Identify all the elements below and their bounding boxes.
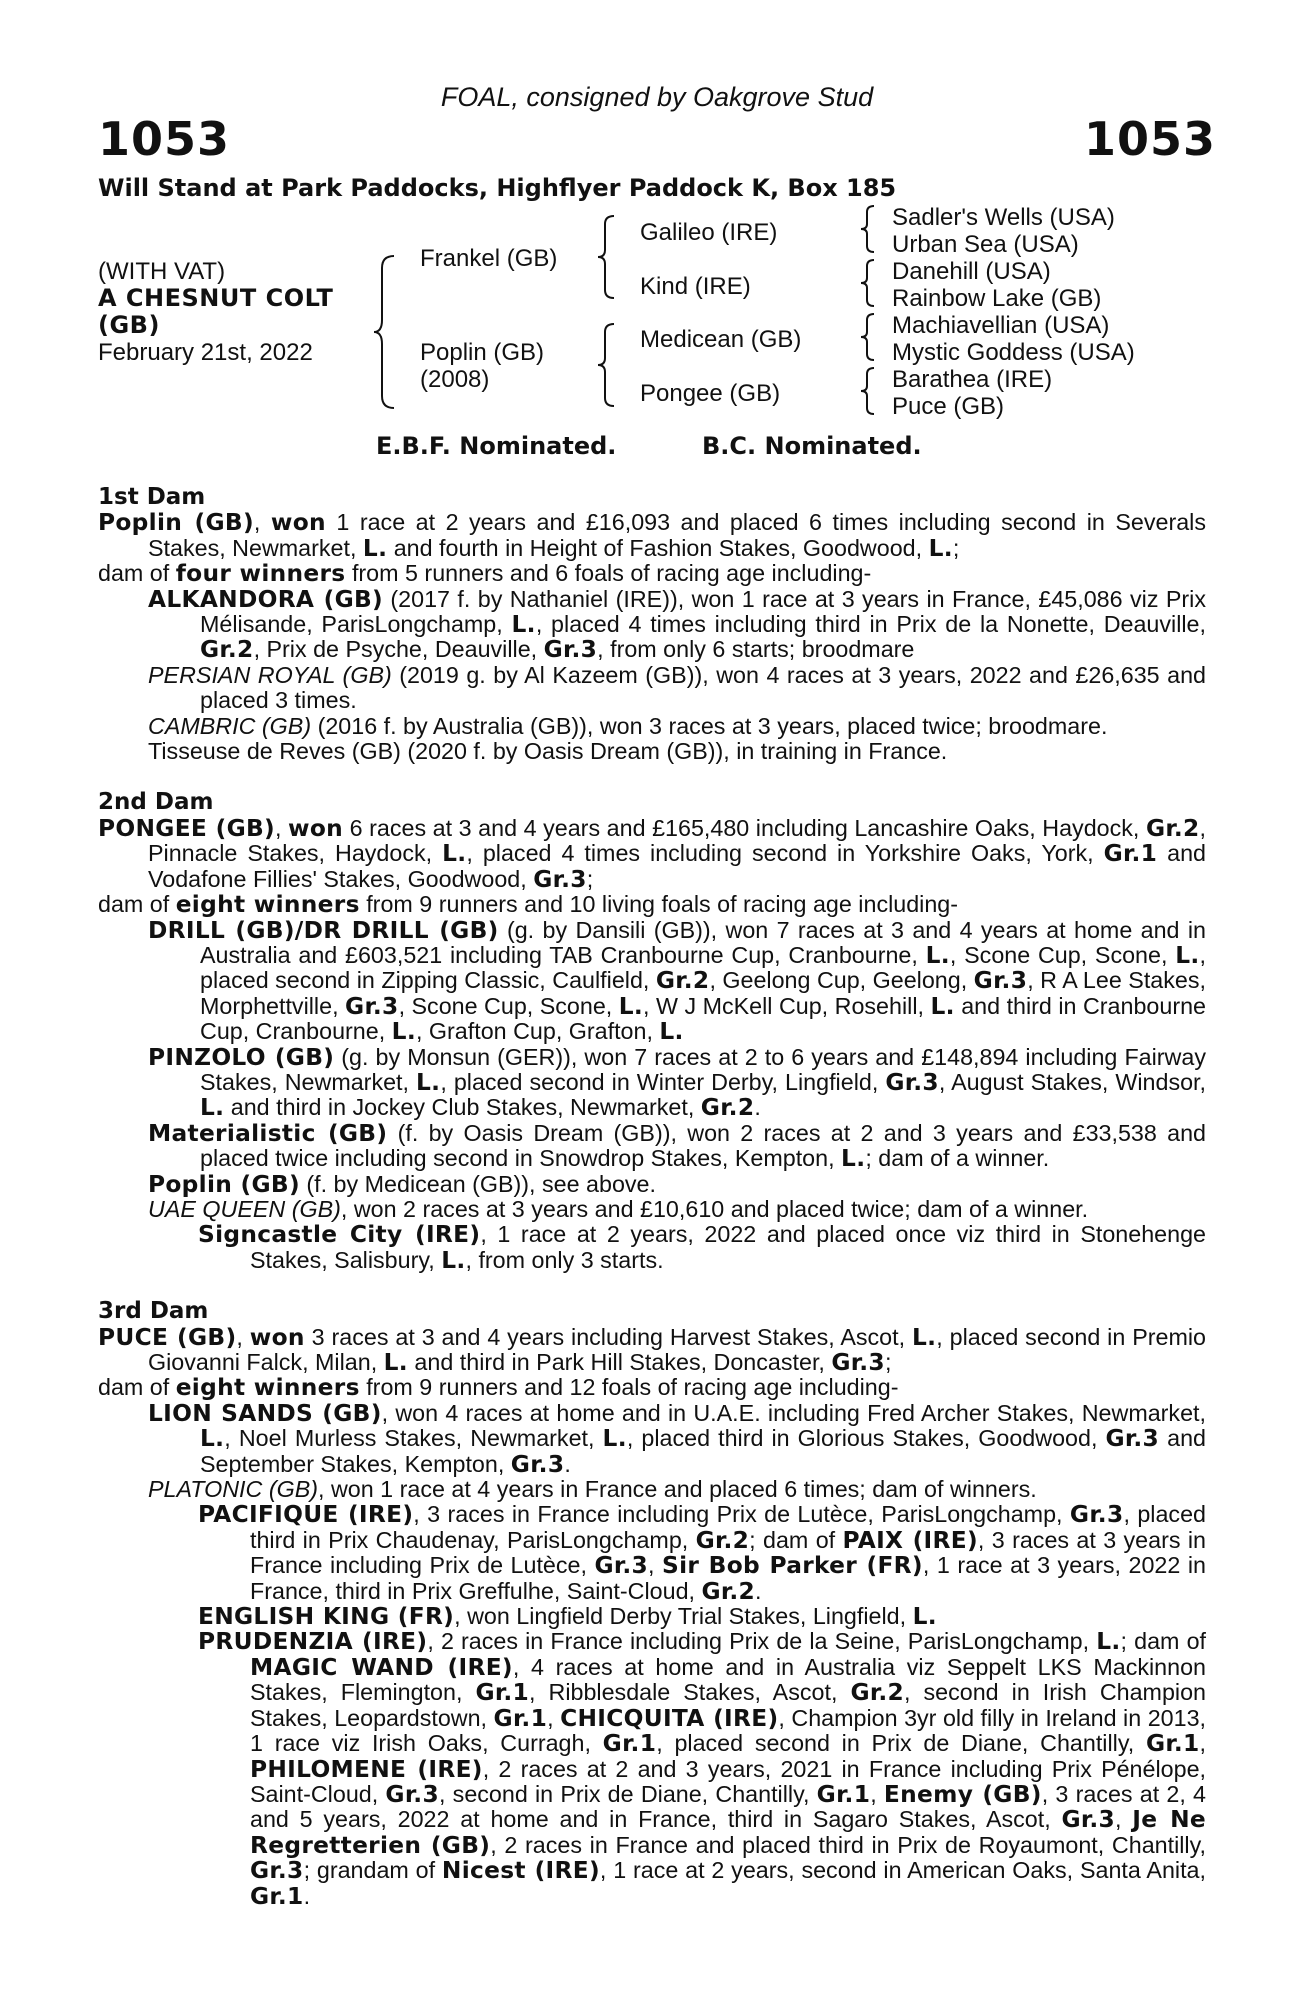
horse-name: A CHESNUT COLT — [98, 284, 334, 312]
dam-year: (2008) — [420, 366, 490, 393]
produce-materialistic: Materialistic (GB) (f. by Oasis Dream (GB)), won 2 races at 2 and 3 years and £33,538 and placed twice including second in Snowdrop Stakes, Kempton, L.; dam of a winner. — [148, 1119, 1206, 1173]
bc-nomination: B.C. Nominated. — [702, 432, 922, 460]
first-dam-heading: 1st Dam — [98, 484, 206, 510]
produce-english-king: ENGLISH KING (FR), won Lingfield Derby Trial Stakes, Lingfield, L. — [198, 1603, 937, 1631]
stand-location: Will Stand at Park Paddocks, Highflyer Paddock K, Box 185 — [98, 174, 897, 202]
sire-sire: Galileo (IRE) — [640, 219, 778, 246]
dam-sire: Medicean (GB) — [640, 326, 802, 353]
dam-records — [98, 485, 1206, 1909]
second-dam-record: PONGEE (GB), won 6 races at 3 and 4 years and £165,480 including Lancashire Oaks, Haydock, Gr.2, Pinnacle Stakes, Haydock, L., placed 4 times including second in Yorkshire Oaks, York, Gr.1 and Vodafone Fillies' Stakes, Goodwood, Gr.3; — [98, 814, 1206, 893]
pedigree-brace-dam — [596, 322, 618, 408]
produce-pacifique: PACIFIQUE (IRE), 3 races in France including Prix de Lutèce, ParisLongchamp, Gr.3, placed third in Prix Chaudenay, ParisLongchamp, Gr.2; dam of PAIX (IRE), 3 races at 3 years in France including Prix de Lutèce, Gr.3, Sir Bob Parker (FR), 1 race at 3 years, 2022 in France, third in Prix Greffulhe, Saint-Cloud, Gr.2. — [198, 1501, 1206, 1605]
gg-rainbow-lake: Rainbow Lake (GB) — [892, 285, 1102, 312]
gg-barathea: Barathea (IRE) — [892, 366, 1053, 393]
gg-urban-sea: Urban Sea (USA) — [892, 231, 1079, 258]
produce-cambric: CAMBRIC (GB) (2016 f. by Australia (GB)), won 3 races at 3 years, placed twice; broodmare. — [148, 712, 1108, 739]
produce-poplin: Poplin (GB) (f. by Medicean (GB)), see above. — [148, 1170, 656, 1198]
dam-dam: Pongee (GB) — [640, 380, 781, 407]
produce-prudenzia: PRUDENZIA (IRE), 2 races in France including Prix de la Seine, ParisLongchamp, L.; dam of MAGIC WAND (IRE), 4 races at home and in Australia viz Seppelt LKS Mackinnon Stakes, Flemington, Gr.1, Ribblesdale Stakes, Ascot, Gr.2, second in Irish Champion Stakes, Leopardstown, Gr.1, CHICQUITA (IRE), Champion 3yr old filly in Ireland in 2013, 1 race viz Irish Oaks, Curragh, Gr.1, placed second in Prix de Diane, Chantilly, Gr.1, PHILOMENE (IRE), 2 races at 2 and 3 years, 2021 in France including Prix Pénélope, Saint-Cloud, Gr.3, second in Prix de Diane, Chantilly, Gr.1, Enemy (GB), 3 races at 2, 4 and 5 years, 2022 at home and in France, third in Sagaro Stakes, Ascot, Gr.3, Je Ne Regretterien (GB), 2 races in France and placed third in Prix de Royaumont, Chantilly, Gr.3; grandam of Nicest (IRE), 1 race at 2 years, second in American Oaks, Santa Anita, Gr.1. — [198, 1628, 1207, 1910]
produce-platonic: PLATONIC (GB), won 1 race at 4 years in France and placed 6 times; dam of winners. — [148, 1476, 1037, 1503]
lot-number-right: 1053 — [1083, 112, 1216, 166]
first-dam-produce-intro: dam of four winners from 5 runners and 6 foals of racing age including- — [98, 560, 872, 588]
pedigree-brace-2 — [858, 258, 878, 308]
gg-machiavellian: Machiavellian (USA) — [892, 312, 1110, 339]
first-dam-record: Poplin (GB), won 1 race at 2 years and £16,093 and placed 6 times including second in Severals Stakes, Newmarket, L. and fourth in Height of Fashion Stakes, Goodwood, L.; — [98, 509, 1206, 562]
pedigree-brace-4 — [858, 366, 878, 416]
third-dam-produce-intro: dam of eight winners from 9 runners and 12 foals of racing age including- — [98, 1374, 899, 1402]
horse-origin: (GB) — [98, 311, 160, 339]
gg-danehill: Danehill (USA) — [892, 258, 1051, 285]
pedigree-brace-main — [372, 254, 398, 410]
third-dam-record: PUCE (GB), won 3 races at 3 and 4 years including Harvest Stakes, Ascot, L., placed second in Premio Giovanni Falck, Milan, L. and third in Park Hill Stakes, Doncaster, Gr.3; — [98, 1323, 1206, 1376]
second-dam-heading: 2nd Dam — [98, 789, 214, 816]
produce-signcastle-city: Signcastle City (IRE), 1 race at 2 years, 2022 and placed once viz third in Stonehenge Stakes, Salisbury, L., from only 3 starts. — [198, 1221, 1206, 1274]
lot-number-left: 1053 — [98, 112, 231, 166]
third-dam-heading: 3rd Dam — [98, 1298, 209, 1325]
gg-sadlers-wells: Sadler's Wells (USA) — [892, 204, 1115, 231]
produce-alkandora: ALKANDORA (GB) (2017 f. by Nathaniel (IRE)), won 1 race at 3 years in France, £45,086 viz Prix Mélisande, ParisLongchamp, L., placed 4 times including third in Prix de la Nonette, Deauville, Gr.2, Prix de Psyche, Deauville, Gr.3, from only 6 starts; broodmare — [148, 585, 1206, 664]
produce-persian-royal: PERSIAN ROYAL (GB) (2019 g. by Al Kazeem (GB)), won 4 races at 3 years, 2022 and £26,635 and placed 3 times. — [148, 661, 1207, 714]
sire-dam: Kind (IRE) — [640, 273, 751, 300]
produce-drill: DRILL (GB)/DR DRILL (GB) (g. by Dansili (GB)), won 7 races at 3 and 4 years at home and in Australia and £603,521 including TAB Cranbourne Cup, Cranbourne, L., Scone Cup, Scone, L., placed second in Zipping Classic, Caulfield, Gr.2, Geelong Cup, Geelong, Gr.3, R A Lee Stakes, Morphettville, Gr.3, Scone Cup, Scone, L., W J McKell Cup, Rosehill, L. and third in Cranbourne Cup, Cranbourne, L., Grafton Cup, Grafton, L. — [148, 916, 1206, 1046]
ebf-nomination: E.B.F. Nominated. — [376, 432, 617, 460]
gg-puce: Puce (GB) — [892, 393, 1005, 420]
dam-name: Poplin (GB) — [420, 339, 545, 366]
produce-uae-queen: UAE QUEEN (GB), won 2 races at 3 years and £10,610 and placed twice; dam of a winner. — [148, 1195, 1089, 1222]
pedigree-brace-1 — [858, 204, 878, 254]
pedigree-brace-3 — [858, 312, 878, 362]
produce-pinzolo: PINZOLO (GB) (g. by Monsun (GER)), won 7 races at 2 to 6 years and £148,894 including Fairway Stakes, Newmarket, L., placed second in Winter Derby, Lingfield, Gr.3, August Stakes, Windsor, L. and third in Jockey Club Stakes, Newmarket, Gr.2. — [148, 1043, 1206, 1122]
consignment-line: FOAL, consigned by Oakgrove Stud — [440, 82, 874, 112]
gg-mystic-goddess: Mystic Goddess (USA) — [892, 339, 1135, 366]
pedigree-brace-sire — [596, 214, 618, 300]
vat-note: (WITH VAT) — [98, 258, 226, 285]
produce-tisseuse: Tisseuse de Reves (GB) (2020 f. by Oasis Dream (GB)), in training in France. — [148, 738, 948, 765]
second-dam-produce-intro: dam of eight winners from 9 runners and 10 living foals of racing age including- — [98, 891, 959, 919]
foaling-date: February 21st, 2022 — [98, 339, 313, 366]
horse-description — [98, 258, 358, 366]
produce-lion-sands: LION SANDS (GB), won 4 races at home and in U.A.E. including Fred Archer Stakes, Newmarket, L., Noel Murless Stakes, Newmarket, L., placed third in Glorious Stakes, Goodwood, Gr.3 and September Stakes, Kempton, Gr.3. — [148, 1399, 1206, 1478]
sire-name: Frankel (GB) — [420, 245, 558, 272]
